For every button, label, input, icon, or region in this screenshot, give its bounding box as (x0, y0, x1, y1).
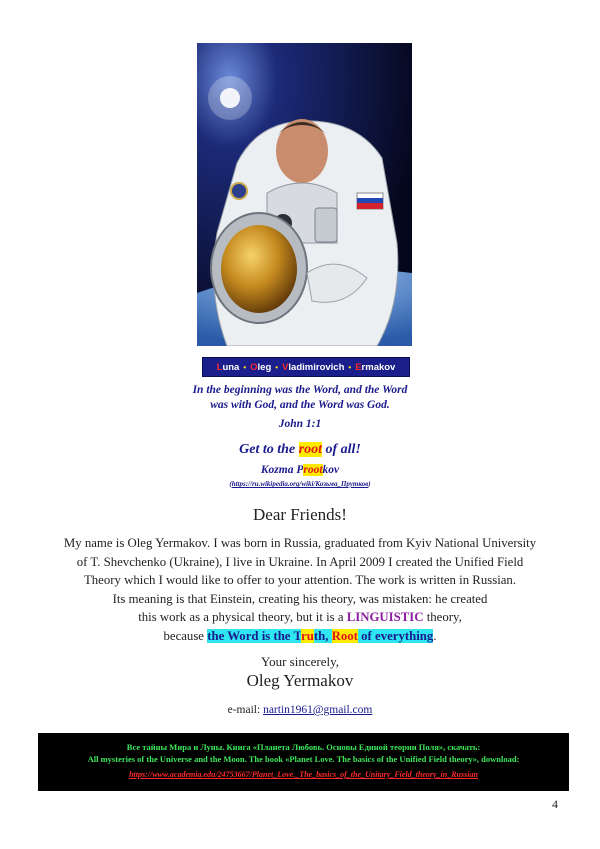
footer-line-en: All mysteries of the Universe and the Moon. The book «Planet Love. The basics of the Unified Field theory», download: (87, 754, 520, 764)
banner-word-rmakov: rmakov (361, 361, 396, 373)
banner-initial-o: O (250, 361, 258, 373)
body-line-5-post: theory, (423, 610, 462, 624)
signature-name: Oleg Yermakov (246, 671, 354, 690)
highlighted-phrase (207, 629, 433, 643)
motto-author (0, 464, 600, 476)
wiki-link-line (0, 480, 600, 488)
kozma-post: kov (322, 464, 340, 476)
wiki-close-paren: ) (368, 480, 371, 488)
linguistic-word: LINGUISTIC (346, 610, 424, 624)
body-line-4: Its meaning is that Einstein, creating his theory, was mistaken: he created (112, 591, 488, 606)
wiki-open-paren: ( (229, 480, 232, 488)
motto-pre: Get to the (239, 442, 299, 457)
body-line-6-pre: because (163, 628, 208, 643)
body-line-6 (0, 627, 600, 646)
footer-download-link[interactable]: https://www.academia.edu/24753667/Planet_Love._The_basics_of_the_Unitary_Field_theory_in_Russian (129, 770, 478, 779)
kozma-pre: Kozma P (260, 464, 304, 476)
banner-initial-v: V (282, 361, 289, 373)
download-footer (38, 733, 569, 791)
sign-off: Your sincerely, (261, 654, 339, 669)
banner-word-leg: leg (257, 361, 272, 373)
hl-part-b: ru (301, 628, 314, 643)
banner-word-una: una (222, 361, 240, 373)
banner-separator: • (348, 362, 352, 372)
astronaut-photo (197, 43, 412, 346)
footer-line-ru: Все тайны Мира и Луны. Книга «Планета Любовь. Основы Единой теории Поля», скачать: (126, 742, 481, 752)
email-link[interactable]: nartin1961@gmail.com (263, 704, 373, 716)
body-line-2: of T. Shevchenko (Ukraine), I live in Ukraine. In April 2009 I created the Unified Field (76, 554, 524, 569)
body-line-3: Theory which I would like to offer to your attention. The work is written in Russian. (83, 573, 517, 587)
hl-part-a: the Word is the T (207, 628, 302, 643)
bible-quote (0, 383, 600, 413)
banner-word-ladimirovich: ladimirovich (288, 361, 345, 373)
banner-separator: • (275, 362, 279, 372)
quote-source: John 1:1 (278, 418, 322, 430)
kozma-highlight: root (303, 464, 323, 476)
body-line-5 (0, 608, 600, 627)
quote-line-1: In the beginning was the Word, and the Word (192, 384, 408, 396)
quote-line-2: was with God, and the Word was God. (210, 399, 390, 411)
name-banner (202, 357, 410, 377)
greeting: Dear Friends! (253, 505, 347, 524)
hl-part-d: Root (331, 628, 358, 643)
hl-part-c: th, (313, 628, 332, 643)
body-line-1: My name is Oleg Yermakov. I was born in Russia, graduated from Kyiv National University (63, 536, 537, 550)
motto-highlight: root (298, 442, 322, 457)
body-line-5-pre: this work as a physical theory, but it is a (138, 610, 347, 624)
banner-initial-l: L (216, 361, 223, 373)
email-label: e-mail: (227, 704, 264, 716)
motto-post: of all! (321, 442, 361, 457)
page-number: 4 (552, 797, 558, 811)
body-text (0, 534, 600, 645)
banner-initial-e: E (355, 361, 362, 373)
hl-part-e: of everything (357, 628, 434, 643)
email-line (0, 704, 600, 716)
banner-separator: • (243, 362, 247, 372)
body-line-6-post: . (433, 628, 437, 643)
astronaut-illustration (197, 43, 412, 346)
motto (0, 442, 600, 458)
wiki-link[interactable]: https://ru.wikipedia.org/wiki/Козьма_Прутков (231, 480, 369, 488)
